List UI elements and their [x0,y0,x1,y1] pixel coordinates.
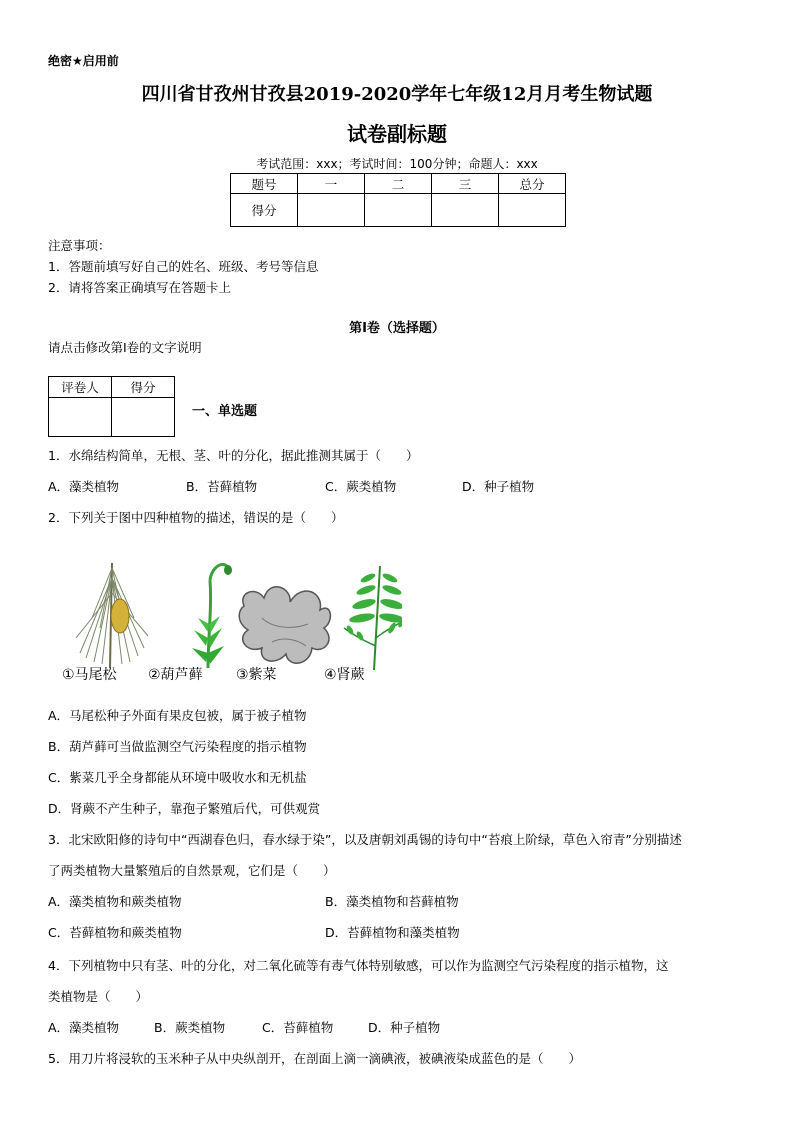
option-a: A．马尾松种子外面有果皮包被，属于被子植物 [48,708,307,723]
option-d: D．种子植物 [368,1020,441,1035]
grader-header-cell: 评卷人 [49,377,112,398]
grader-header-cell: 得分 [112,377,175,398]
score-cell [365,194,432,227]
question-stem: 4．下列植物中只有茎、叶的分化，对二氧化硫等有毒气体特别敏感，可以作为监测空气污染程度的指示植物，这 [48,958,669,973]
paper-title: 四川省甘孜州甘孜县2019-2020学年七年级12月月考生物试题 [141,84,653,105]
option-b: B．藻类植物和苔藓植物 [325,894,459,909]
fern-icon [344,566,402,670]
figure-label: ①马尾松 [62,667,117,683]
figure-label: ④肾蕨 [324,667,365,683]
grader-cell [112,398,175,437]
score-cell [432,194,499,227]
option-b: B．蕨类植物 [154,1020,226,1035]
seaweed-icon [239,587,330,663]
option-c: C．苔藓植物 [262,1020,334,1035]
part-title: 第I卷（选择题） [349,321,445,336]
moss-sprout-icon [192,564,232,668]
score-header-cell: 三 [432,174,499,194]
question-stem-cont: 了两类植物大量繁殖后的自然景观，它们是（ ） [48,863,336,878]
option-c: C．苔藓植物和蕨类植物 [48,925,182,940]
score-header-cell: 总分 [499,174,566,194]
notes [48,235,318,298]
option-c: C．紫菜几乎全身都能从环境中吸收水和无机盐 [48,770,307,785]
figure-label: ③紫菜 [236,667,277,683]
question-stem: 2．下列关于图中四种植物的描述，错误的是（ ） [48,510,344,525]
score-cell [298,194,365,227]
section-heading: 一、单选题 [192,404,258,419]
question-stem-cont: 类植物是（ ） [48,989,149,1004]
option-d: D．种子植物 [462,479,535,494]
notes-item: 2．请将答案正确填写在答题卡上 [48,280,231,295]
option-a: A．藻类植物 [48,1020,120,1035]
part-description: 请点击修改第I卷的文字说明 [48,340,202,355]
question-stem: 1．水绵结构简单，无根、茎、叶的分化，据此推测其属于（ ） [48,448,419,463]
score-cell [499,194,566,227]
score-header-cell: 一 [298,174,365,194]
score-header-cell: 二 [365,174,432,194]
score-table [230,173,566,227]
score-row-label: 得分 [231,194,298,227]
option-d: D．苔藓植物和藻类植物 [325,925,460,940]
notes-item: 1．答题前填写好自己的姓名、班级、考号等信息 [48,259,319,274]
option-d: D．肾蕨不产生种子，靠孢子繁殖后代，可供观赏 [48,801,321,816]
question-stem: 3．北宋欧阳修的诗句中“西湖春色归，春水绿于染”，以及唐朝刘禹锡的诗句中“苔痕上阶绿，草色入帘青”分别描述 [48,832,682,847]
score-header-cell: 题号 [231,174,298,194]
confidential-mark: 绝密★启用前 [48,54,119,68]
pine-branch-icon [76,563,148,668]
option-b: B．葫芦藓可当做监测空气污染程度的指示植物 [48,739,307,754]
exam-info: 考试范围：xxx；考试时间：100分钟；命题人：xxx [256,157,538,171]
paper-subtitle: 试卷副标题 [347,122,447,146]
option-b: B．苔藓植物 [186,479,258,494]
option-c: C．蕨类植物 [325,479,397,494]
question-stem: 5．用刀片将浸软的玉米种子从中央纵剖开，在剖面上滴一滴碘液，被碘液染成蓝色的是（ ） [48,1051,581,1066]
grader-cell [49,398,112,437]
notes-heading: 注意事项： [48,238,111,253]
figure-label: ②葫芦藓 [148,667,203,683]
option-a: A．藻类植物 [48,479,120,494]
option-a: A．藻类植物和蕨类植物 [48,894,182,909]
grader-table [48,376,175,437]
